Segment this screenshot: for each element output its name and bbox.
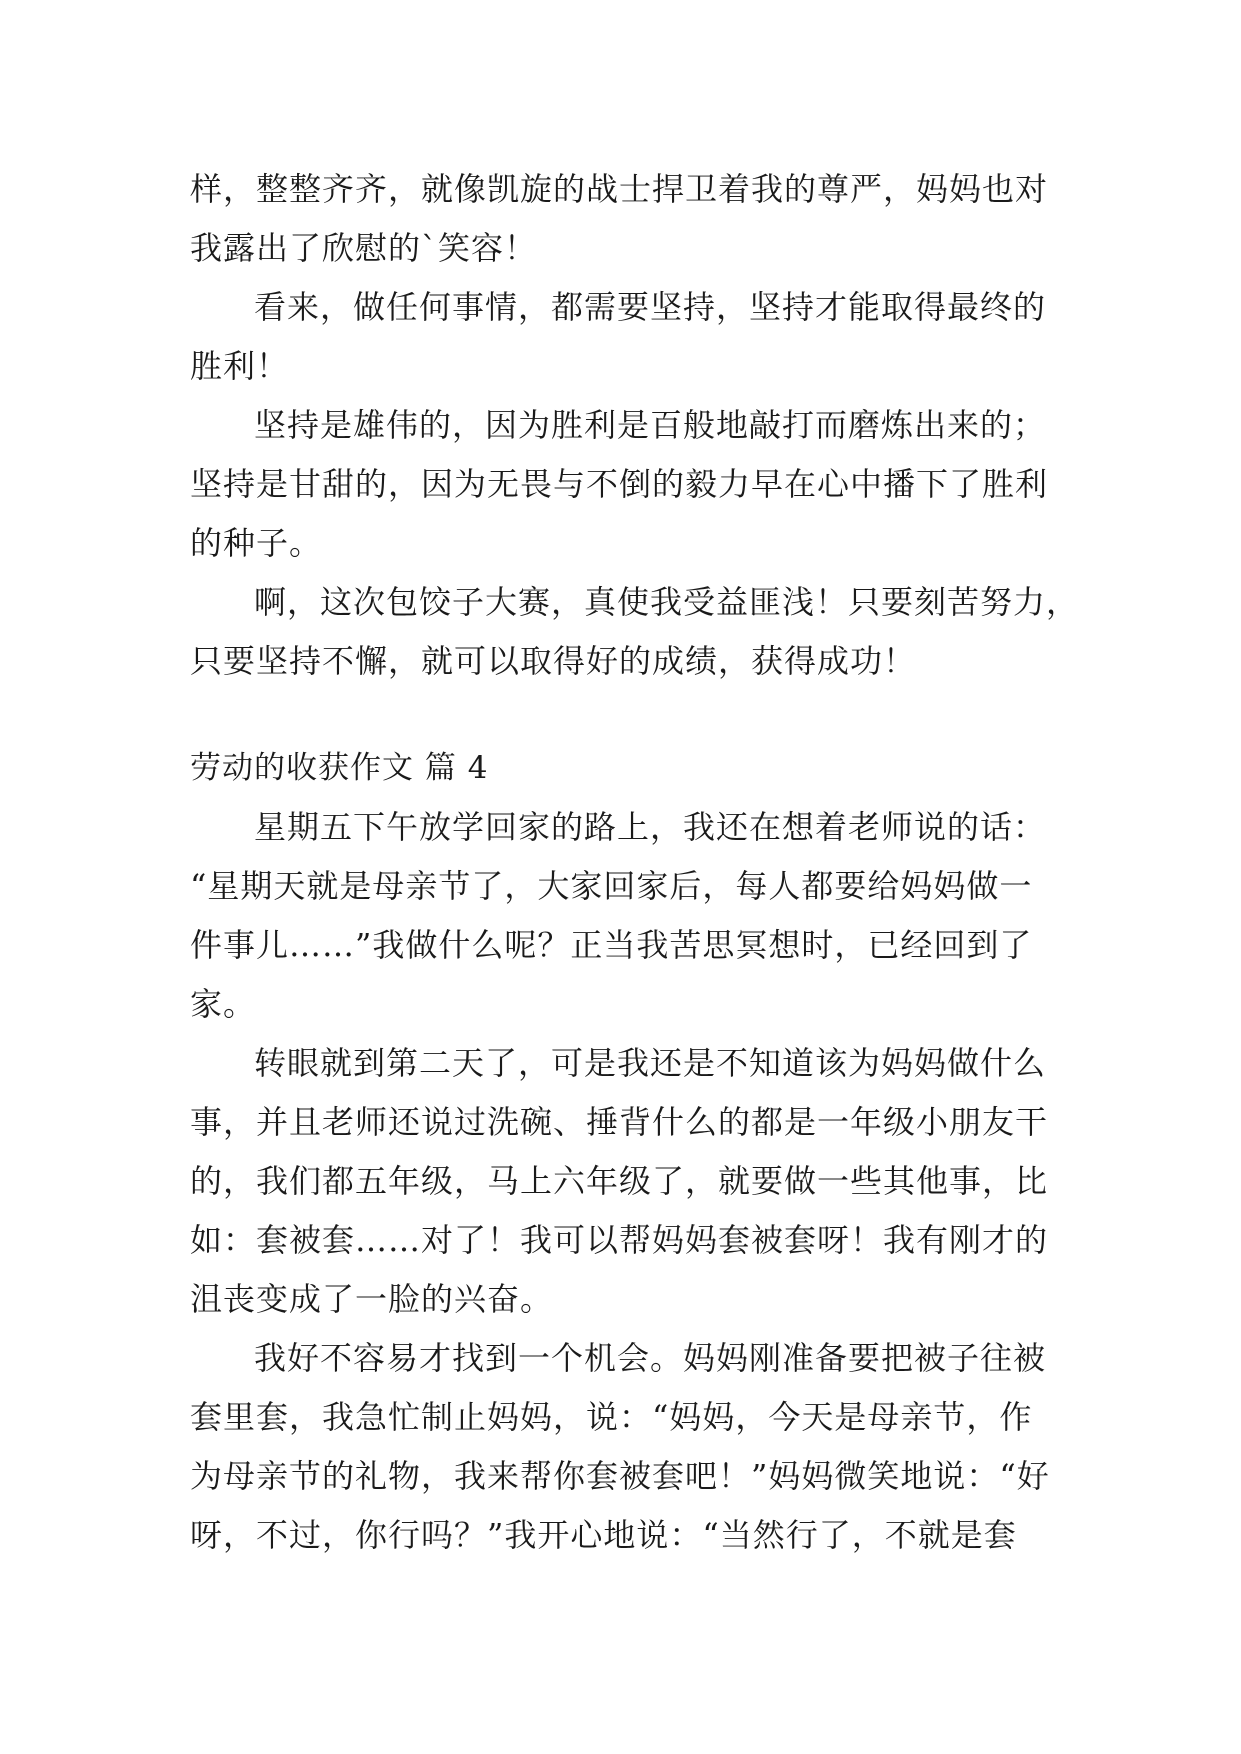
text-line: 样，整整齐齐，就像凯旋的战士捍卫着我的尊严，妈妈也对 <box>190 170 1049 208</box>
text-line: 坚持是甘甜的，因为无畏与不倒的毅力早在心中播下了胜利 <box>190 465 1049 503</box>
text-line: 啊，这次包饺子大赛，真使我受益匪浅！只要刻苦努力， <box>254 583 1080 621</box>
text-line: 转眼就到第二天了，可是我还是不知道该为妈妈做什么 <box>254 1044 1047 1082</box>
text-line: 我好不容易才找到一个机会。妈妈刚准备要把被子往被 <box>254 1339 1047 1377</box>
text-line: 星期五下午放学回家的路上，我还在想着老师说的话： <box>254 808 1047 846</box>
text-line: 套里套，我急忙制止妈妈，说：“妈妈，今天是母亲节，作 <box>190 1398 1033 1436</box>
text-line: 呀，不过，你行吗？”我开心地说：“当然行了，不就是套 <box>190 1516 1017 1554</box>
text-line: 我露出了欣慰的`笑容！ <box>190 229 538 267</box>
text-line: 沮丧变成了一脸的兴奋。 <box>190 1280 554 1318</box>
text-line: 看来，做任何事情，都需要坚持，坚持才能取得最终的 <box>254 288 1047 326</box>
text-line: 的，我们都五年级，马上六年级了，就要做一些其他事，比 <box>190 1162 1049 1200</box>
text-line: 只要坚持不懈，就可以取得好的成绩，获得成功！ <box>190 642 917 680</box>
text-line: 件事儿……”我做什么呢？正当我苦思冥想时，已经回到了 <box>190 926 1033 964</box>
document-body <box>190 160 1080 1565</box>
text-line: 的种子。 <box>190 524 323 562</box>
section-gap <box>190 691 1050 739</box>
text-line: 胜利！ <box>190 347 290 385</box>
previous-section-text <box>190 160 1080 691</box>
text-line: 坚持是雄伟的，因为胜利是百般地敲打而磨炼出来的； <box>254 406 1047 444</box>
text-line: 如：套被套……对了！我可以帮妈妈套被套呀！我有刚才的 <box>190 1221 1049 1259</box>
text-line: “星期天就是母亲节了，大家回家后，每人都要给妈妈做一 <box>190 867 1033 905</box>
section-heading: 劳动的收获作文 篇 4 <box>190 750 489 786</box>
text-line: 事，并且老师还说过洗碗、捶背什么的都是一年级小朋友干 <box>190 1103 1049 1141</box>
text-line: 为母亲节的礼物，我来帮你套被套吧！”妈妈微笑地说：“好 <box>190 1457 1050 1495</box>
text-line: 家。 <box>190 985 257 1023</box>
section-4-text <box>190 798 1050 1565</box>
